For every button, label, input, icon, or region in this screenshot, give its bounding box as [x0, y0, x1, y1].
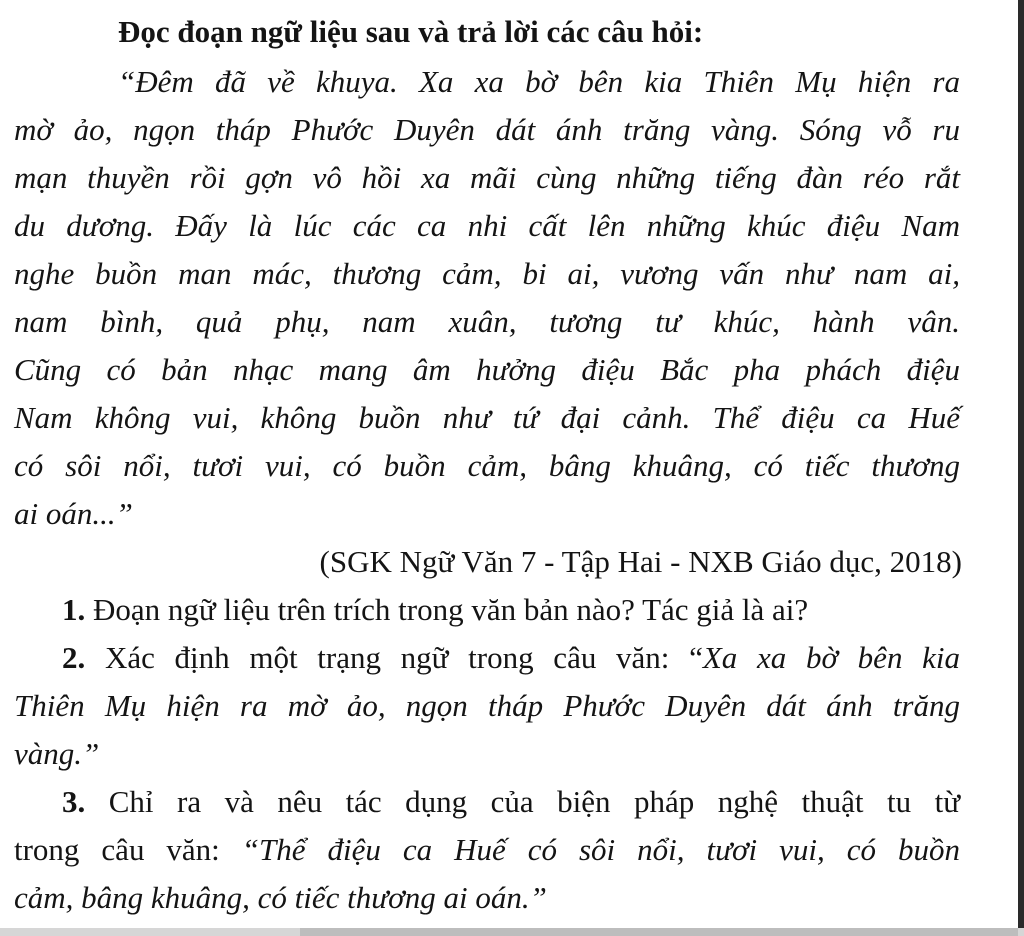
question-1-number: 1.: [62, 592, 86, 627]
passage-line-3: mạn thuyền rồi gợn vô hồi xa mãi cùng những tiếng đàn réo rắt: [14, 160, 960, 195]
question-2-number: 2.: [62, 640, 86, 675]
source-citation: (SGK Ngữ Văn 7 - Tập Hai - NXB Giáo dục, 2018): [319, 544, 962, 579]
status-strip: [0, 928, 1024, 936]
passage-line-8: Nam không vui, không buồn như tứ đại cảnh. Thể điệu ca Huế: [14, 400, 960, 435]
question-2-line-1: [62, 638, 960, 678]
passage-line-6: nam bình, quả phụ, nam xuân, tương tư khúc, hành vân.: [14, 304, 960, 339]
passage-line-5: nghe buồn man mác, thương cảm, bi ai, vương vấn như nam ai,: [14, 256, 960, 291]
passage-line-1: “Đêm đã về khuya. Xa xa bờ bên kia Thiên Mụ hiện ra: [118, 64, 960, 99]
page-heading: Đọc đoạn ngữ liệu sau và trả lời các câu hỏi:: [118, 14, 704, 49]
passage-line-4: du dương. Đấy là lúc các ca nhi cất lên những khúc điệu Nam: [14, 208, 960, 243]
passage-line-2: mờ ảo, ngọn tháp Phước Duyên dát ánh trăng vàng. Sóng vỗ ru: [14, 112, 960, 147]
passage-line-7: Cũng có bản nhạc mang âm hưởng điệu Bắc pha phách điệu: [14, 352, 960, 387]
question-3-line-2: [14, 830, 960, 870]
window-right-border: [1018, 0, 1024, 936]
question-3-text: Chỉ ra và nêu tác dụng của biện pháp nghệ thuật tu từ: [108, 784, 960, 819]
question-3-quote-start: “Thể điệu ca Huế có sôi nổi, tươi vui, có buồn: [241, 832, 960, 867]
question-3-line-1: [62, 782, 960, 822]
question-3-line-3: cảm, bâng khuâng, có tiếc thương ai oán.”: [14, 880, 547, 915]
horizontal-scrollbar[interactable]: [300, 928, 1018, 936]
question-1: [62, 590, 808, 630]
question-3-text-cont: trong câu văn:: [14, 832, 242, 867]
question-2-text: Xác định một trạng ngữ trong câu văn: “: [104, 640, 703, 675]
question-2-line-3: vàng.”: [14, 736, 100, 771]
question-1-text: Đoạn ngữ liệu trên trích trong văn bản nào? Tác giả là ai?: [93, 592, 809, 627]
passage-line-10: ai oán...”: [14, 496, 133, 531]
passage-line-9: có sôi nổi, tươi vui, có buồn cảm, bâng khuâng, có tiếc thương: [14, 448, 960, 483]
question-2-quote-start: Xa xa bờ bên kia: [702, 640, 961, 675]
question-2-line-2: Thiên Mụ hiện ra mờ ảo, ngọn tháp Phước Duyên dát ánh trăng: [14, 688, 960, 723]
question-3-number: 3.: [62, 784, 86, 819]
